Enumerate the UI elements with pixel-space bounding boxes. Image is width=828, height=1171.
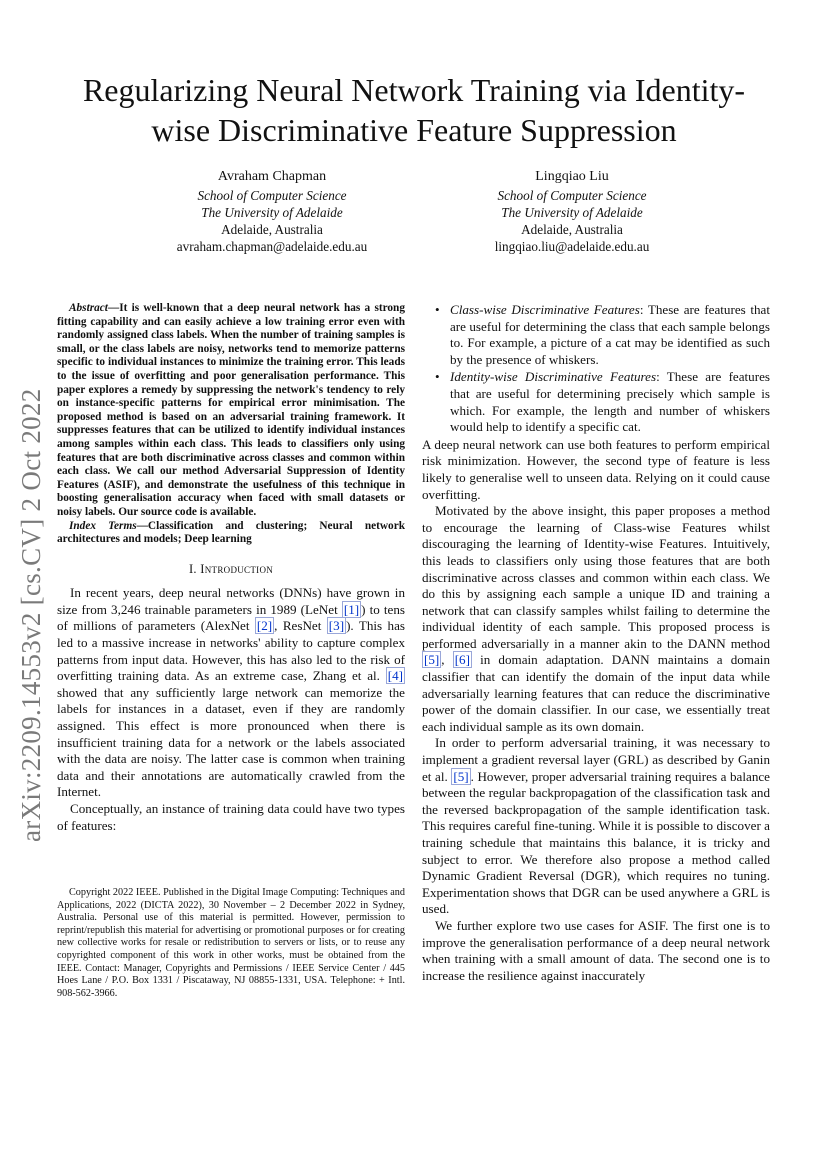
abstract-text: It is well-known that a deep neural network has a strong fitting capability and can easily achieve a low training error even with randomly assigned class labels. When the number of training samples is small, or the class labels are noisy, networks tend to memorize patterns specific to individual instances to minimize the training error. This leads to the issue of overfitting and poor generalisation performance. This paper explores a remedy by suppressing the network's tendency to rely on instance-specific patterns for empirical error minimisation. The proposed method is based on an adversarial training framework. It suppresses features that can be utilized to identify individual instances among samples within each class. This leads to classifiers only using features that are both discriminative across classes and common within each class. We call our method Adversarial Suppression of Identity Features (ASIF), and demonstrate the usefulness of this technique in boosting generalisation accuracy when faced with small datasets or noisy labels. Our source code is available.: [57, 302, 405, 518]
list-item: [422, 369, 770, 435]
list-item: [422, 302, 770, 368]
section-heading: [57, 561, 405, 578]
text-run: ,: [441, 652, 453, 668]
author-university: The University of Adelaide: [201, 205, 343, 220]
abstract: Abstract—It is well-known that a deep neural network has a strong fitting capability and can easily achieve a low training error even with randomly assigned class labels. When the number of training samples is small, or the class labels are noisy, networks tend to memorize patterns specific to individual instances to minimize the training error. This leads to the issue of overfitting and poor generalisation performance. This paper explores a remedy by suppressing the network's tendency to rely on instance-specific patterns for empirical error minimisation. The proposed method is based on an adversarial training framework. It suppresses features that can be utilized to identify individual instances among samples within each class. This leads to classifiers only using features that are both discriminative across classes and common within each class. We call our method Adversarial Suppression of Identity Features (ASIF), and demonstrate the usefulness of this technique in boosting generalisation accuracy when faced with small datasets or noisy labels. Our source code is available.: [57, 302, 405, 518]
feature-term: Class-wise Discriminative Features: [450, 302, 640, 317]
author-email: lingqiao.liu@adelaide.edu.au: [494, 239, 650, 254]
author-block-2: [422, 168, 722, 255]
text-run: In recent years, deep neural networks (DNNs) have grown in size from 3,246 trainable parameters in 1989 (LeNet: [57, 585, 405, 617]
author-location: Adelaide, Australia: [221, 222, 323, 237]
citation-link[interactable]: [3]: [328, 618, 345, 634]
intro-paragraph-2: Conceptually, an instance of training data could have two types of features:: [57, 801, 405, 833]
index-terms-text: Classification and clustering; Neural network architectures and models; Deep learning: [57, 519, 405, 546]
intro-paragraph-1: [57, 585, 405, 801]
right-column: [422, 302, 770, 984]
copyright-text: Copyright 2022 IEEE. Published in the Digital Image Computing: Techniques and Applications, 2022 (DICTA 2022), 30 November – 2 December 2022 in Sydney, Australia. Personal use of this material is permitted. However, permission to reprint/republish this material for advertising or promotional purposes or for creating new collective works for resale or redistribution to servers or lists, or to reuse any copyrighted component of this work in other works, must be obtained from the IEEE. Contact: Manager, Copyrights and Permissions / IEEE Service Center / 445 Hoes Lane / P.O. Box 1331 / Piscataway, NJ 08855-1331, USA. Telephone: + Intl. 908-562-3966.: [57, 887, 405, 999]
body-paragraph: [422, 503, 770, 735]
author-name: Avraham Chapman: [217, 169, 327, 184]
body-paragraph: A deep neural network can use both features to perform empirical risk minimization. However, the second type of feature is less likely to generalise well to unseen data. Relying on it could cause overfitting.: [422, 436, 770, 502]
feature-list: [422, 302, 770, 436]
text-run: . However, proper adversarial training requires a balance between the regular backpropagation of the classification task and the reversed backpropagation of the sample identification task. This requires careful fine-tuning. While it is possible to discover a training schedule that maintains this balance, it is tricky and subject to error. We therefore also propose a method called Dynamic Gradient Reversal (DGR), which requires no tuning. Experimentation shows that DGR can be used anywhere a GRL is used.: [422, 768, 770, 917]
text-run: In order to perform adversarial training, it was necessary to implement a gradient reversal layer (GRL) as described by Ganin et al.: [422, 735, 770, 784]
author-university: The University of Adelaide: [501, 205, 643, 220]
copyright-notice: [57, 887, 405, 1000]
body-paragraph: [422, 735, 770, 918]
text-run: in domain adaptation. DANN maintains a domain classifier that can identify the domain of the input data while adversarially learning features that can reduce the discriminative power of the domain classifier. In our case, we essentially treat each individual sample as its own domain.: [422, 652, 770, 734]
bullet-icon: •: [435, 302, 440, 317]
author-dept: School of Computer Science: [497, 188, 647, 203]
text-run: ) to tens of millions of parameters (AlexNet: [57, 601, 406, 634]
author-email: avraham.chapman@adelaide.edu.au: [176, 239, 368, 254]
section-numeral: I.: [188, 561, 197, 576]
text-run: Motivated by the above insight, this paper proposes a method to encourage the learning of Class-wise Features whilst discouraging the learning of Identity-wise Features. Intuitively, this leads to classifiers only using those features that are both discriminative across classes and common within each class. We do this by assigning each sample a unique ID and training a network that can classify samples whilst failing to determine the individual identity of each sample. This proposed process is performed adversarially in a manner akin to the DANN method: [422, 503, 770, 651]
text-run: showed that any sufficiently large network can memorize the labels for instances in a dataset, even if they are randomly assigned. This effect is more pronounced when there is insufficient training data for a network or the labels associated with the data are noisy. The latter case is common when training data and their annotations are automatically crawled from the Internet.: [57, 684, 405, 800]
author-location: Adelaide, Australia: [521, 222, 623, 237]
citation-link[interactable]: [2]: [256, 618, 273, 634]
index-terms: Index Terms—Classification and clustering; Neural network architectures and models; Deep learning: [57, 519, 405, 546]
author-block-1: [122, 168, 422, 255]
abstract-label: Abstract: [69, 302, 108, 314]
author-name: Lingqiao Liu: [535, 169, 609, 184]
feature-term: Identity-wise Discriminative Features: [450, 369, 657, 385]
arxiv-identifier: arXiv:2209.14553v2 [cs.CV] 2 Oct 2022: [16, 388, 46, 842]
citation-link[interactable]: [6]: [454, 652, 470, 668]
author-dept: School of Computer Science: [197, 188, 347, 203]
citation-link[interactable]: [4]: [387, 668, 403, 684]
paper-title: Regularizing Neural Network Training via Identity-wise Discriminative Feature Suppression: [82, 72, 746, 148]
left-column: [57, 302, 405, 834]
feature-text: : These are features that are useful for determining precisely which sample is which. For example, the length and number of whiskers would help to identify a specific cat.: [450, 369, 771, 435]
body-paragraph: We further explore two use cases for ASIF. The first one is to improve the generalisation performance of a deep neural network when training with a small amount of data. The second one is to increase the resilience against inaccurately: [422, 917, 770, 983]
section-title: Introduction: [200, 561, 274, 576]
citation-link[interactable]: [1]: [343, 601, 360, 617]
feature-text: : These are features that are useful for determining the class that each sample belongs to. For example, a picture of a cat may be identified as such by the presence of whiskers.: [450, 302, 770, 367]
index-terms-label: Index Terms: [69, 519, 137, 532]
citation-link[interactable]: [5]: [424, 652, 440, 668]
citation-link[interactable]: [5]: [453, 768, 469, 784]
text-run: ). This has led to a massive increase in networks' ability to capture complex patterns from input data. However, this has also led to the risk of overfitting training data. As an extreme case, Zhang et al.: [57, 618, 405, 684]
bullet-icon: •: [435, 369, 440, 385]
text-run: , ResNet: [274, 618, 327, 634]
